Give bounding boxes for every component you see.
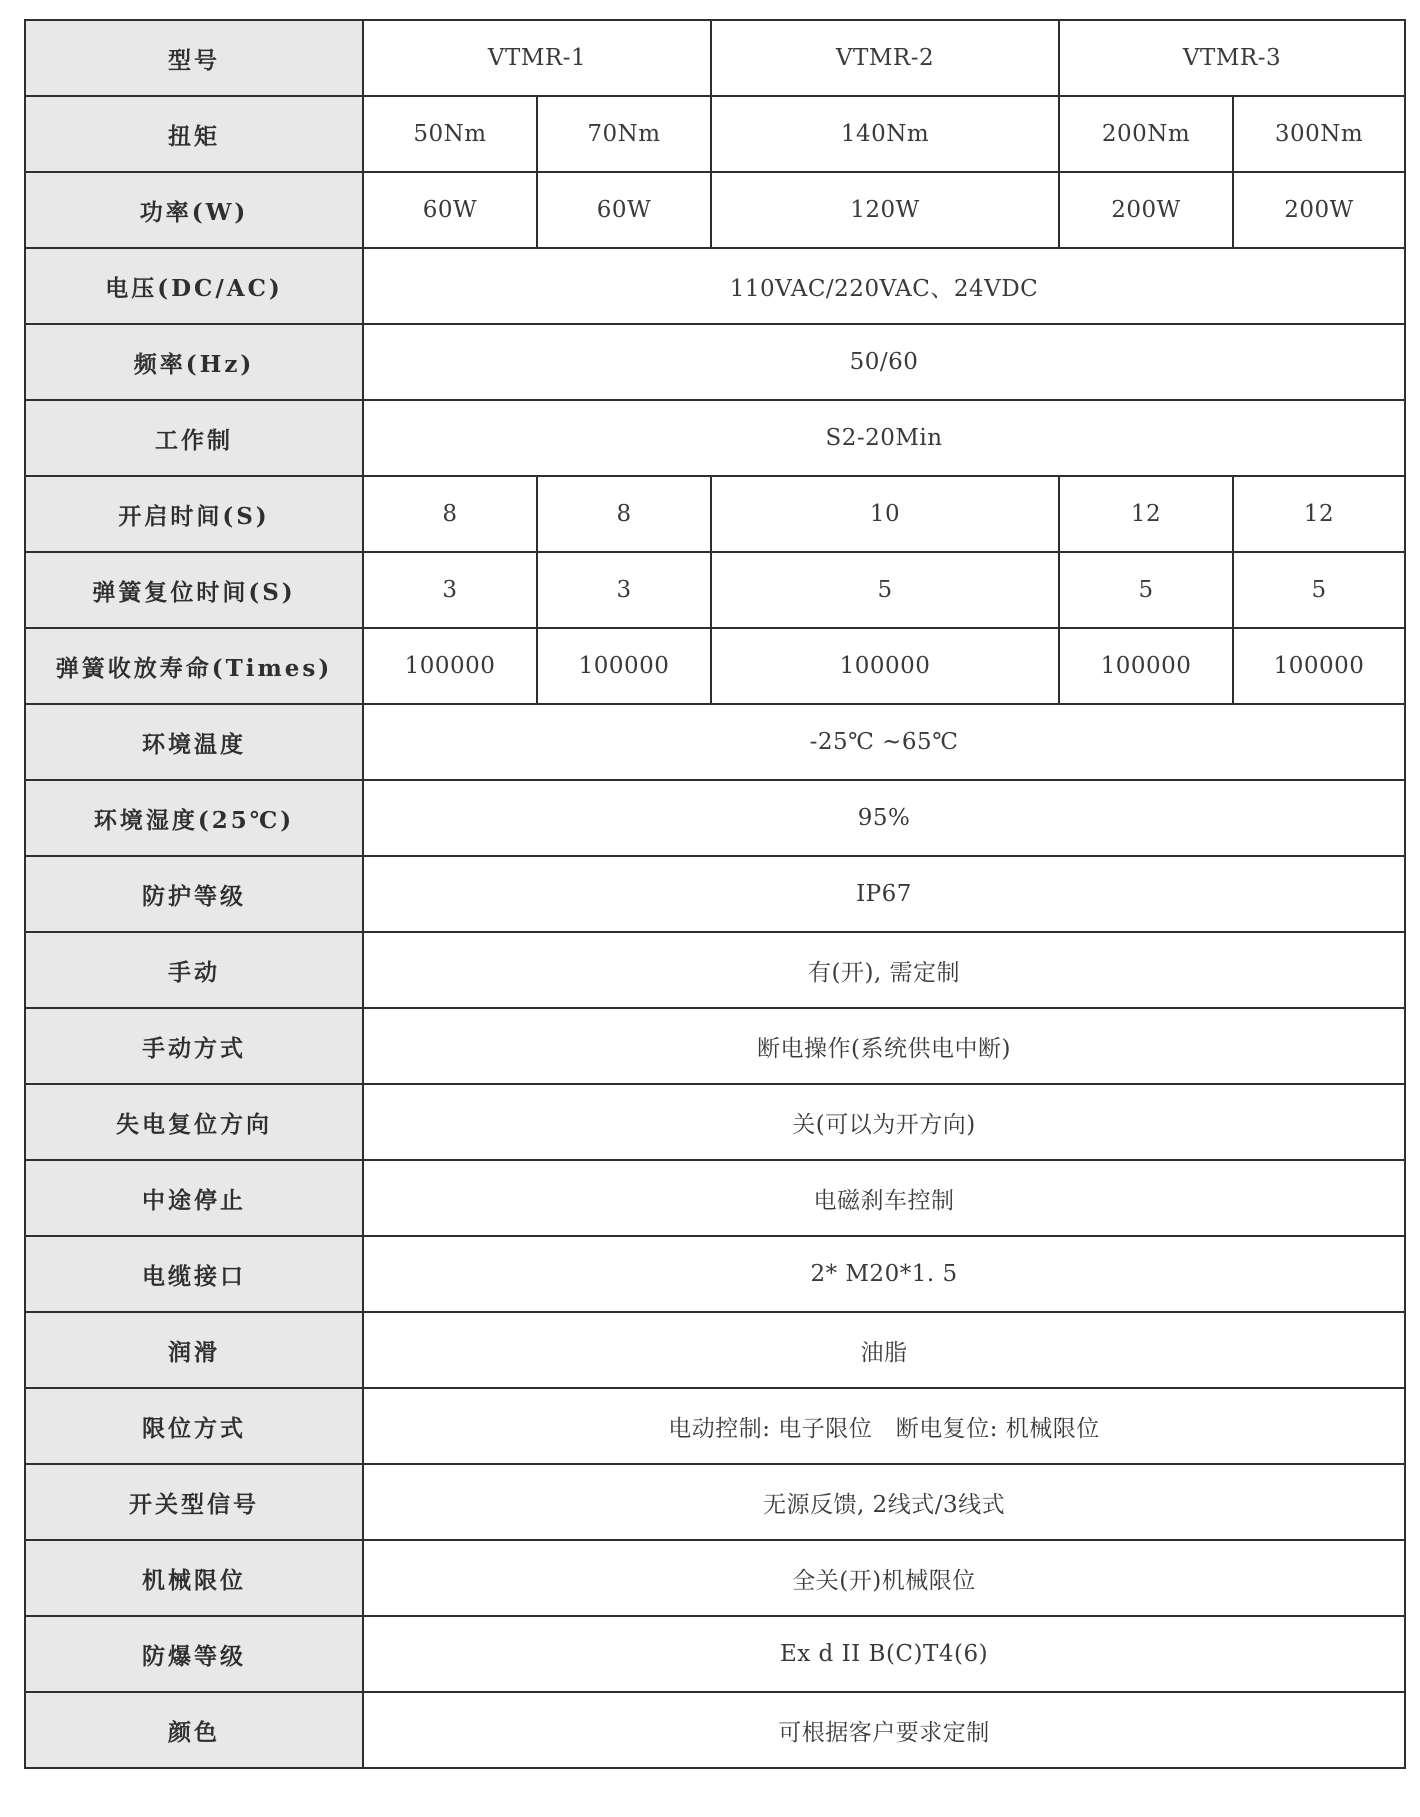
row-humidity bbox=[25, 780, 1405, 856]
row-spring-life bbox=[25, 628, 1405, 704]
spring-reset-cell: 5 bbox=[711, 552, 1059, 628]
lubrication-value: 油脂 bbox=[363, 1312, 1405, 1388]
humidity-value: 95% bbox=[363, 780, 1405, 856]
spec-table-container bbox=[24, 19, 1404, 1769]
ex-grade-value: Ex d II B(C)T4(6) bbox=[363, 1616, 1405, 1692]
spring-reset-cell: 5 bbox=[1233, 552, 1405, 628]
row-manual bbox=[25, 932, 1405, 1008]
row-duty bbox=[25, 400, 1405, 476]
torque-cell: 140Nm bbox=[711, 96, 1059, 172]
duty-value: S2-20Min bbox=[363, 400, 1405, 476]
row-label-lubrication: 润滑 bbox=[25, 1312, 363, 1388]
row-label-duty: 工作制 bbox=[25, 400, 363, 476]
row-label-spring-reset: 弹簧复位时间(S) bbox=[25, 552, 363, 628]
protection-value: IP67 bbox=[363, 856, 1405, 932]
row-label-fail-direction: 失电复位方向 bbox=[25, 1084, 363, 1160]
open-time-cell: 12 bbox=[1059, 476, 1233, 552]
row-label-color: 颜色 bbox=[25, 1692, 363, 1768]
ambient-temp-value: -25℃ ~65℃ bbox=[363, 704, 1405, 780]
spring-life-cell: 100000 bbox=[363, 628, 537, 704]
row-mech-limit bbox=[25, 1540, 1405, 1616]
model-vtmr-1: VTMR-1 bbox=[363, 20, 711, 96]
power-cell: 200W bbox=[1233, 172, 1405, 248]
row-label-cable: 电缆接口 bbox=[25, 1236, 363, 1312]
midway-stop-value: 电磁刹车控制 bbox=[363, 1160, 1405, 1236]
power-cell: 60W bbox=[363, 172, 537, 248]
row-label-spring-life: 弹簧收放寿命(Times) bbox=[25, 628, 363, 704]
row-label-open-time: 开启时间(S) bbox=[25, 476, 363, 552]
open-time-cell: 8 bbox=[537, 476, 711, 552]
row-protection bbox=[25, 856, 1405, 932]
spring-reset-cell: 3 bbox=[363, 552, 537, 628]
row-voltage bbox=[25, 248, 1405, 324]
spring-life-cell: 100000 bbox=[1233, 628, 1405, 704]
row-label-ambient-temp: 环境温度 bbox=[25, 704, 363, 780]
row-label-torque: 扭矩 bbox=[25, 96, 363, 172]
frequency-value: 50/60 bbox=[363, 324, 1405, 400]
spring-life-cell: 100000 bbox=[1059, 628, 1233, 704]
row-label-power: 功率(W) bbox=[25, 172, 363, 248]
row-label-ex-grade: 防爆等级 bbox=[25, 1616, 363, 1692]
torque-cell: 300Nm bbox=[1233, 96, 1405, 172]
row-ex-grade bbox=[25, 1616, 1405, 1692]
row-switch-signal bbox=[25, 1464, 1405, 1540]
open-time-cell: 8 bbox=[363, 476, 537, 552]
spring-reset-cell: 5 bbox=[1059, 552, 1233, 628]
row-spring-reset bbox=[25, 552, 1405, 628]
row-open-time bbox=[25, 476, 1405, 552]
row-model bbox=[25, 20, 1405, 96]
cable-value: 2* M20*1. 5 bbox=[363, 1236, 1405, 1312]
spring-life-cell: 100000 bbox=[537, 628, 711, 704]
torque-cell: 50Nm bbox=[363, 96, 537, 172]
row-label-model: 型号 bbox=[25, 20, 363, 96]
row-label-voltage: 电压(DC/AC) bbox=[25, 248, 363, 324]
power-cell: 60W bbox=[537, 172, 711, 248]
mech-limit-value: 全关(开)机械限位 bbox=[363, 1540, 1405, 1616]
row-label-frequency: 频率(Hz) bbox=[25, 324, 363, 400]
power-cell: 120W bbox=[711, 172, 1059, 248]
color-value: 可根据客户要求定制 bbox=[363, 1692, 1405, 1768]
model-vtmr-3: VTMR-3 bbox=[1059, 20, 1405, 96]
torque-cell: 70Nm bbox=[537, 96, 711, 172]
row-cable bbox=[25, 1236, 1405, 1312]
row-label-mech-limit: 机械限位 bbox=[25, 1540, 363, 1616]
row-power bbox=[25, 172, 1405, 248]
row-color bbox=[25, 1692, 1405, 1768]
limit-mode-value: 电动控制: 电子限位 断电复位: 机械限位 bbox=[363, 1388, 1405, 1464]
row-lubrication bbox=[25, 1312, 1405, 1388]
torque-cell: 200Nm bbox=[1059, 96, 1233, 172]
row-label-manual-mode: 手动方式 bbox=[25, 1008, 363, 1084]
row-frequency bbox=[25, 324, 1405, 400]
model-vtmr-2: VTMR-2 bbox=[711, 20, 1059, 96]
row-limit-mode bbox=[25, 1388, 1405, 1464]
spec-table bbox=[24, 19, 1406, 1769]
manual-mode-value: 断电操作(系统供电中断) bbox=[363, 1008, 1405, 1084]
row-label-switch-signal: 开关型信号 bbox=[25, 1464, 363, 1540]
power-cell: 200W bbox=[1059, 172, 1233, 248]
row-label-manual: 手动 bbox=[25, 932, 363, 1008]
spring-reset-cell: 3 bbox=[537, 552, 711, 628]
row-torque bbox=[25, 96, 1405, 172]
manual-value: 有(开), 需定制 bbox=[363, 932, 1405, 1008]
row-manual-mode bbox=[25, 1008, 1405, 1084]
open-time-cell: 12 bbox=[1233, 476, 1405, 552]
row-fail-direction bbox=[25, 1084, 1405, 1160]
row-midway-stop bbox=[25, 1160, 1405, 1236]
row-label-humidity: 环境湿度(25℃) bbox=[25, 780, 363, 856]
spring-life-cell: 100000 bbox=[711, 628, 1059, 704]
row-label-limit-mode: 限位方式 bbox=[25, 1388, 363, 1464]
row-ambient-temp bbox=[25, 704, 1405, 780]
row-label-midway-stop: 中途停止 bbox=[25, 1160, 363, 1236]
fail-direction-value: 关(可以为开方向) bbox=[363, 1084, 1405, 1160]
voltage-value: 110VAC/220VAC、24VDC bbox=[363, 248, 1405, 324]
row-label-protection: 防护等级 bbox=[25, 856, 363, 932]
open-time-cell: 10 bbox=[711, 476, 1059, 552]
switch-signal-value: 无源反馈, 2线式/3线式 bbox=[363, 1464, 1405, 1540]
